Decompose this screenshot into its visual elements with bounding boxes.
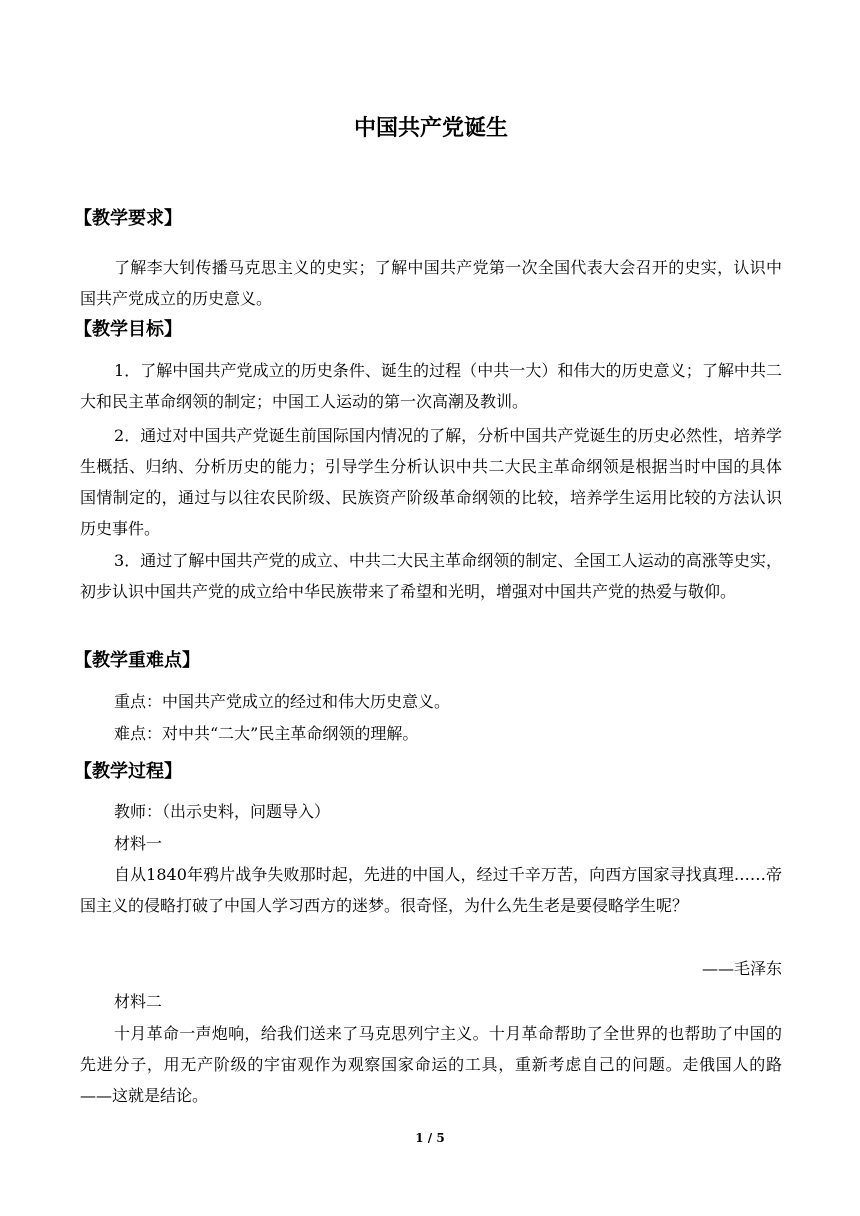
section-heading-requirements: 【教学要求】	[74, 208, 182, 229]
difficulty-line: 难点：对中共“二大”民主革命纲领的理解。	[114, 724, 419, 743]
section-heading-key-points: 【教学重难点】	[74, 650, 200, 671]
objective-item-3: 3．通过了解中国共产党的成立、中共二大民主革命纲领的制定、全国工人运动的高涨等史实，初步认识中国共产党的成立给中华民族带来了希望和光明，增强对中国共产党的热爱与敬仰。	[80, 551, 782, 601]
document-title: 中国共产党诞生	[353, 115, 508, 141]
objective-item-2: 2．通过对中国共产党诞生前国际国内情况的了解，分析中国共产党诞生的历史必然性，培养学生概括、归纳、分析历史的能力；引导学生分析认识中共二大民主革命纲领是根据当时中国的具体国情制定的，通过与以往农民阶级、民族资产阶级革命纲领的比较，培养学生运用比较的方法认识历史事件。	[80, 426, 782, 538]
material-1-label: 材料一	[114, 834, 163, 853]
section-heading-objectives: 【教学目标】	[74, 319, 182, 340]
material-1-attribution: ——毛泽东	[701, 959, 782, 978]
requirements-paragraph: 了解李大钊传播马克思主义的史实；了解中国共产党第一次全国代表大会召开的史实，认识中国共产党成立的历史意义。	[80, 258, 782, 308]
section-heading-process: 【教学过程】	[74, 761, 182, 782]
material-1-text: 自从1840年鸦片战争失败那时起，先进的中国人，经过千辛万苦，向西方国家寻找真理……帝国主义的侵略打破了中国人学习西方的迷梦。很奇怪，为什么先生老是要侵略学生呢？	[80, 865, 782, 915]
teacher-line: 教师：（出示史料，问题导入）	[114, 802, 331, 821]
key-point-line: 重点：中国共产党成立的经过和伟大历史意义。	[114, 692, 451, 711]
material-2-label: 材料二	[114, 992, 163, 1011]
page-number: 1 / 5	[415, 1131, 445, 1145]
material-2-text: 十月革命一声炮响，给我们送来了马克思列宁主义。十月革命帮助了全世界的也帮助了中国的先进分子，用无产阶级的宇宙观作为观察国家命运的工具，重新考虑自己的问题。走俄国人的路——这就是结论。	[80, 1024, 782, 1105]
objective-item-1: 1．了解中国共产党成立的历史条件、诞生的过程（中共一大）和伟大的历史意义；了解中共二大和民主革命纲领的制定；中国工人运动的第一次高潮及教训。	[80, 361, 782, 411]
